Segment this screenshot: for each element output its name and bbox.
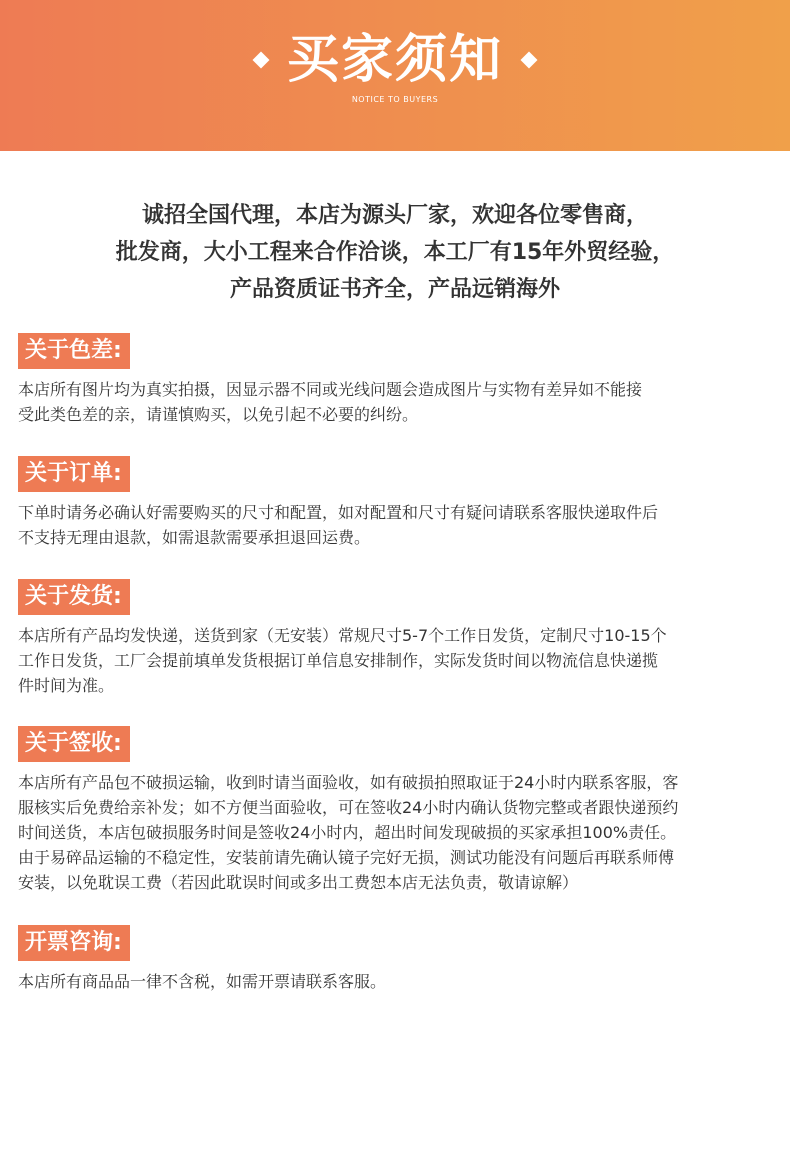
section-receipt [18, 726, 778, 895]
body-line: 本店所有图片均为真实拍摄，因显示器不同或光线问题会造成图片与实物有差异如不能接 [18, 380, 643, 399]
section-shipping [18, 579, 778, 698]
section-orders [18, 456, 778, 550]
section-heading: 开票咨询: [18, 925, 130, 961]
body-line: 不支持无理由退款，如需退款需要承担退回运费。 [18, 528, 371, 547]
body-line: 服核实后免费给亲补发；如不方便当面验收，可在签收24小时内确认货物完整或者跟快递预约 [18, 798, 679, 817]
section-heading: 关于签收: [18, 726, 130, 762]
body-line: 受此类色差的亲，请谨慎购买，以免引起不必要的纠纷。 [18, 405, 419, 424]
body-line: 安装，以免耽误工费（若因此耽误时间或多出工费恕本店无法负责，敬请谅解） [18, 873, 579, 892]
section-heading: 关于色差: [18, 333, 130, 369]
body-line: 本店所有商品品一律不含税，如需开票请联系客服。 [18, 972, 387, 991]
body-line: 本店所有产品包不破损运输，收到时请当面验收，如有破损拍照取证于24小时内联系客服，客 [18, 773, 679, 792]
body-line: 本店所有产品均发快递，送货到家（无安装）常规尺寸5-7个工作日发货，定制尺寸10-15个 [18, 626, 667, 645]
section-body [18, 377, 778, 427]
intro-text [0, 197, 790, 308]
diamond-right-icon [521, 52, 538, 69]
intro-line: 诚招全国代理，本店为源头厂家，欢迎各位零售商， [141, 203, 648, 228]
banner-title-row [0, 28, 790, 92]
body-line: 件时间为准。 [18, 676, 115, 695]
section-body [18, 500, 778, 550]
intro-line: 产品资质证书齐全，产品远销海外 [229, 277, 560, 302]
body-line: 下单时请务必确认好需要购买的尺寸和配置，如对配置和尺寸有疑问请联系客服快递取件后 [18, 503, 659, 522]
section-heading: 关于发货: [18, 579, 130, 615]
section-heading: 关于订单: [18, 456, 130, 492]
section-body [18, 770, 778, 895]
diamond-left-icon [252, 52, 269, 69]
body-line: 时间送货，本店包破损服务时间是签收24小时内，超出时间发现破损的买家承担100%责任。 [18, 823, 677, 842]
body-line: 工作日发货，工厂会提前填单发货根据订单信息安排制作，实际发货时间以物流信息快递揽 [18, 651, 659, 670]
section-body [18, 969, 778, 994]
body-line: 由于易碎品运输的不稳定性，安装前请先确认镜子完好无损，测试功能没有问题后再联系师傅 [18, 848, 675, 867]
header-banner [0, 0, 790, 151]
section-invoice [18, 925, 778, 994]
intro-line: 批发商，大小工程来合作洽谈，本工厂有15年外贸经验， [115, 240, 675, 265]
section-color-difference [18, 333, 778, 427]
section-body [18, 623, 778, 698]
page-subtitle: NOTICE TO BUYERS [351, 95, 439, 104]
page-title: 买家须知 [286, 30, 503, 90]
